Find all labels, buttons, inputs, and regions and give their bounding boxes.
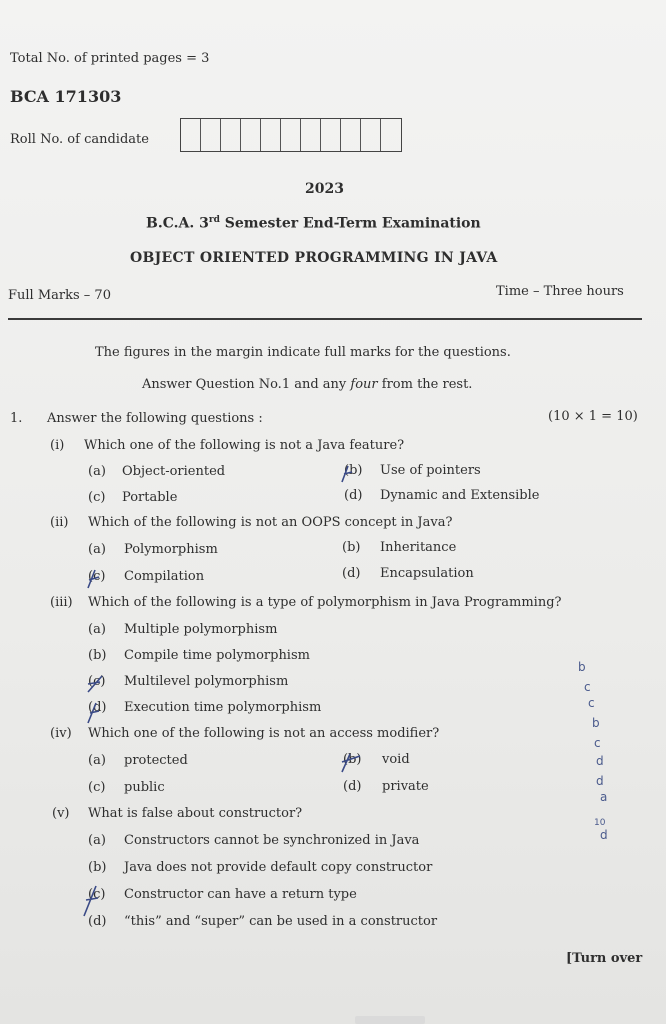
turn-over-note: [Turn over: [566, 951, 643, 966]
margin-note: d: [596, 774, 604, 788]
option-text: private: [382, 779, 429, 794]
answer-tick-mark: [84, 672, 106, 696]
answer-tick-mark: [338, 750, 364, 774]
option-label: (c): [88, 780, 106, 795]
question-text: Which of the following is not an OOPS concept in Java?: [88, 515, 453, 530]
printed-pages-line: Total No. of printed pages = 3: [10, 51, 210, 66]
question-number: (i): [50, 438, 65, 453]
option-label: (b): [343, 752, 362, 767]
subject-title: OBJECT ORIENTED PROGRAMMING IN JAVA: [130, 250, 498, 266]
option-text: Polymorphism: [124, 542, 218, 557]
question-text: Which one of the following is not a Java feature?: [84, 438, 405, 453]
header-divider: [8, 318, 642, 320]
margin-note: c: [584, 680, 591, 694]
option-label: (d): [88, 700, 107, 715]
option-label: (c): [88, 887, 106, 902]
option-label: (a): [88, 833, 106, 848]
option-text: Compilation: [124, 569, 205, 584]
question-number: (v): [52, 806, 70, 821]
margin-note: b: [592, 716, 600, 730]
option-label: (a): [88, 622, 106, 637]
option-text: Multiple polymorphism: [124, 622, 278, 637]
question-text: Which one of the following is not an access modifier?: [88, 726, 440, 741]
option-label: (b): [88, 860, 107, 875]
answer-tick-mark: [338, 462, 358, 486]
option-text: Constructors cannot be synchronized in Java: [124, 833, 420, 848]
exam-title: B.C.A. 3rd Semester End-Term Examination: [146, 215, 481, 232]
option-text: Java does not provide default copy constructor: [124, 860, 433, 875]
option-text: Use of pointers: [380, 463, 481, 478]
exam-year: 2023: [305, 181, 344, 197]
instruction-margin: The figures in the margin indicate full marks for the questions.: [95, 345, 511, 360]
roll-number-boxes: [180, 118, 402, 152]
answer-tick-mark: [84, 566, 104, 590]
page-edge-mark: [355, 1016, 425, 1024]
option-text: Object-oriented: [122, 464, 226, 479]
option-text: void: [382, 752, 410, 767]
option-label: (b): [342, 540, 361, 555]
margin-note: d: [596, 754, 604, 768]
course-code: BCA 171303: [10, 87, 122, 106]
option-text: Execution time polymorphism: [124, 700, 322, 715]
option-text: Inheritance: [380, 540, 457, 555]
question-text: Which of the following is a type of polymorphism in Java Programming?: [88, 595, 562, 610]
q1-number: 1.: [10, 411, 23, 426]
margin-note: c: [588, 696, 595, 710]
time-allowed: Time – Three hours: [496, 284, 624, 299]
instruction-answer: Answer Question No.1 and any four from the rest.: [142, 377, 473, 392]
option-label: (a): [88, 753, 106, 768]
option-text: protected: [124, 753, 188, 768]
option-text: Compile time polymorphism: [124, 648, 310, 663]
full-marks: Full Marks – 70: [8, 288, 111, 303]
roll-number-label: Roll No. of candidate: [10, 132, 149, 147]
option-label: (c): [88, 490, 106, 505]
option-text: Constructor can have a return type: [124, 887, 357, 902]
option-label: (a): [88, 464, 106, 479]
option-label: (c): [88, 674, 106, 689]
answer-tick-mark: [80, 884, 102, 918]
margin-note: c: [594, 736, 601, 750]
option-label: (d): [344, 488, 363, 503]
question-number: (ii): [50, 515, 69, 530]
option-text: Encapsulation: [380, 566, 474, 581]
margin-note: 10: [594, 818, 606, 828]
option-text: Dynamic and Extensible: [380, 488, 540, 503]
option-text: Multilevel polymorphism: [124, 674, 289, 689]
margin-note: a: [600, 790, 608, 804]
q1-text: Answer the following questions :: [47, 411, 263, 426]
option-label: (b): [344, 463, 363, 478]
option-text: Portable: [122, 490, 178, 505]
option-label: (a): [88, 542, 106, 557]
q1-marks: (10 × 1 = 10): [548, 409, 638, 424]
margin-note: d: [600, 828, 608, 842]
option-label: (d): [342, 566, 361, 581]
question-number: (iv): [50, 726, 72, 741]
question-text: What is false about constructor?: [88, 806, 303, 821]
option-label: (d): [343, 779, 362, 794]
option-label: (b): [88, 648, 107, 663]
option-label: (d): [88, 914, 107, 929]
margin-note: b: [578, 660, 586, 674]
option-text: public: [124, 780, 165, 795]
answer-tick-mark: [84, 699, 107, 725]
question-number: (iii): [50, 595, 73, 610]
option-text: “this” and “super” can be used in a constructor: [124, 914, 438, 929]
option-label: (c): [88, 569, 106, 584]
